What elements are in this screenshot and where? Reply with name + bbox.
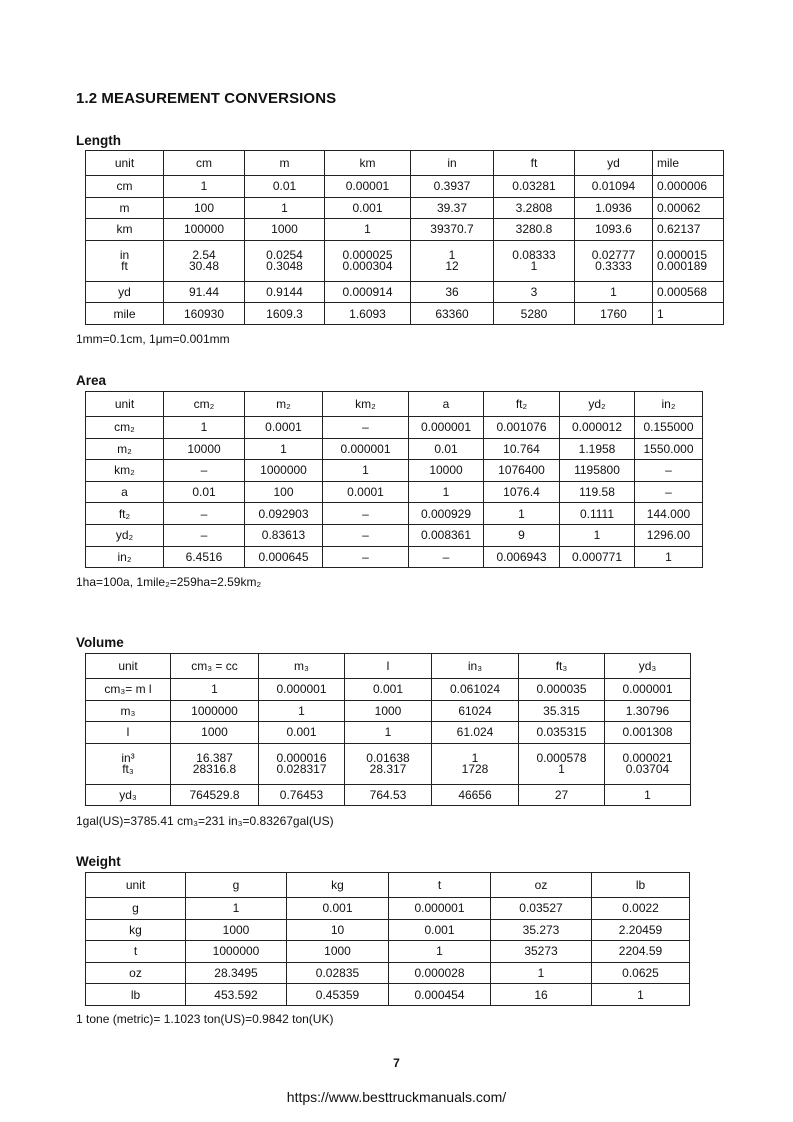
weight-cell: 1000 [186,919,287,941]
weight-cell: 0.000454 [389,984,491,1006]
length-cell: cm [86,176,164,198]
weight-cell: 0.0022 [592,898,690,920]
area-cell: – [164,460,245,482]
table-row [86,700,691,722]
length-cell: 1 [164,176,245,198]
weight-cell: 1 [389,941,491,963]
length-note: 1mm=0.1cm, 1μm=0.001mm [76,332,230,346]
length-cell-value: in [119,247,130,262]
weight-table [85,872,690,1006]
table-row [86,962,690,984]
volume-cell-value: 1728 [461,761,489,776]
volume-cell-value: 28316.8 [192,761,237,776]
length-cell: 1093.6 [575,219,653,241]
area-cell: 1 [635,546,703,568]
volume-cell [259,743,345,784]
area-header-cell: yd₂ [560,392,635,417]
area-header-cell: in₂ [635,392,703,417]
table-row [86,941,690,963]
volume-cell [519,743,605,784]
weight-header-cell: unit [86,873,186,898]
table-row [86,722,691,744]
area-cell: 0.092903 [245,503,323,525]
area-cell: 0.01 [164,481,245,503]
weight-cell: 0.0625 [592,962,690,984]
length-header-cell: m [245,151,325,176]
length-cell: 1.0936 [575,197,653,219]
length-cell-value: 0.000189 [657,258,708,273]
table-row [86,481,703,503]
area-header-cell: km₂ [323,392,409,417]
length-cell-value: 1 [448,247,456,262]
length-cell [653,240,724,281]
volume-cell: 27 [519,784,605,806]
length-header-cell: cm [164,151,245,176]
area-cell: 0.0001 [323,481,409,503]
volume-header-cell: in₃ [432,654,519,679]
length-cell-value: 0.000015 [657,247,708,262]
volume-cell-value: 0.03704 [625,761,670,776]
volume-cell [605,743,691,784]
area-cell: 0.155000 [635,417,703,439]
volume-cell-value: 0.01638 [366,750,410,765]
area-cell: cm₂ [86,417,164,439]
weight-cell: 28.3495 [186,962,287,984]
volume-cell-value: 1 [558,761,565,776]
length-cell: 0.000568 [653,281,724,303]
area-cell: 0.001076 [484,417,560,439]
area-header-row [86,392,703,417]
area-cell: 0.000771 [560,546,635,568]
length-cell: 5280 [494,303,575,325]
weight-cell: 2204.59 [592,941,690,963]
table-row [86,984,690,1006]
length-cell: 0.01094 [575,176,653,198]
area-cell: – [409,546,484,568]
area-cell: 0.000001 [323,438,409,460]
volume-cell: 0.001 [259,722,345,744]
volume-header-row [86,654,691,679]
length-cell: 63360 [411,303,494,325]
volume-cell-value: 0.000021 [622,750,673,765]
weight-cell: 1000000 [186,941,287,963]
volume-cell: 0.001 [345,679,432,701]
length-cell: 91.44 [164,281,245,303]
area-header-cell: cm₂ [164,392,245,417]
volume-header-cell: l [345,654,432,679]
volume-cell: 0.000001 [605,679,691,701]
length-cell-value: 12 [445,258,459,273]
table-row [86,303,724,325]
length-cell: 100000 [164,219,245,241]
area-cell: – [164,524,245,546]
volume-cell [86,743,171,784]
length-cell-value: 0.3333 [595,258,632,273]
volume-cell: m₃ [86,700,171,722]
volume-cell: 61.024 [432,722,519,744]
length-cell: 160930 [164,303,245,325]
area-cell: 0.000012 [560,417,635,439]
volume-cell: 0.001308 [605,722,691,744]
area-cell: 1 [323,460,409,482]
page-number: 7 [393,1056,400,1070]
area-cell: – [323,417,409,439]
length-cell: 0.9144 [245,281,325,303]
area-cell: 0.83613 [245,524,323,546]
volume-note: 1gal(US)=3785.41 cm₃=231 in₃=0.83267gal(US) [76,814,334,828]
length-header-cell: unit [86,151,164,176]
length-cell: 0.00062 [653,197,724,219]
weight-title: Weight [76,854,121,869]
volume-cell: 764.53 [345,784,432,806]
length-cell: 1609.3 [245,303,325,325]
area-cell: 119.58 [560,481,635,503]
length-cell [325,240,411,281]
area-cell: m₂ [86,438,164,460]
area-cell: 10000 [164,438,245,460]
weight-header-row [86,873,690,898]
length-cell: 1 [653,303,724,325]
length-cell-value: 0.000304 [342,258,393,273]
weight-cell: 10 [287,919,389,941]
volume-cell: 1000000 [171,700,259,722]
length-cell: 0.00001 [325,176,411,198]
weight-cell: 1000 [287,941,389,963]
area-cell: 1.1958 [560,438,635,460]
volume-cell: 1.30796 [605,700,691,722]
length-table [85,150,724,325]
weight-cell: 16 [491,984,592,1006]
volume-cell: 1 [605,784,691,806]
weight-cell: 453.592 [186,984,287,1006]
area-cell: 1 [409,481,484,503]
table-row [86,679,691,701]
area-header-cell: a [409,392,484,417]
volume-cell: 0.035315 [519,722,605,744]
area-cell: 0.01 [409,438,484,460]
area-cell: yd₂ [86,524,164,546]
length-cell: 0.000914 [325,281,411,303]
table-row [86,281,724,303]
length-cell [245,240,325,281]
table-row [86,417,703,439]
length-cell: 3280.8 [494,219,575,241]
weight-cell: t [86,941,186,963]
area-cell: 0.000645 [245,546,323,568]
length-cell [86,240,164,281]
length-cell [411,240,494,281]
volume-cell: 46656 [432,784,519,806]
volume-cell-value: 28.317 [369,761,407,776]
weight-header-cell: kg [287,873,389,898]
area-cell: 1296.00 [635,524,703,546]
weight-cell: oz [86,962,186,984]
length-header-cell: mile [653,151,724,176]
length-cell-value: 30.48 [188,258,220,273]
area-cell: 0.008361 [409,524,484,546]
table-row [86,438,703,460]
area-cell: – [323,524,409,546]
length-cell-value: 0.3048 [266,258,303,273]
table-row [86,460,703,482]
volume-cell: 61024 [432,700,519,722]
volume-cell-value: in³ [121,750,135,765]
length-cell: 39370.7 [411,219,494,241]
length-cell: mile [86,303,164,325]
length-cell: 1000 [245,219,325,241]
area-cell: a [86,481,164,503]
length-header-cell: yd [575,151,653,176]
area-header-cell: ft₂ [484,392,560,417]
length-cell: 1 [245,197,325,219]
weight-cell: 0.03527 [491,898,592,920]
area-note: 1ha=100a, 1mile₂=259ha=2.59km₂ [76,575,262,589]
area-cell: ft₂ [86,503,164,525]
length-cell-value: 0.000025 [342,247,393,262]
table-row [86,176,724,198]
length-cell: 39.37 [411,197,494,219]
length-cell-value: 2.54 [192,247,216,262]
volume-cell [345,743,432,784]
area-cell: 0.006943 [484,546,560,568]
length-cell: 1.6093 [325,303,411,325]
volume-cell: 1 [171,679,259,701]
area-cell: – [635,481,703,503]
area-cell: 10.764 [484,438,560,460]
weight-header-cell: g [186,873,287,898]
area-cell: – [164,503,245,525]
area-cell: 1076400 [484,460,560,482]
weight-cell: 1 [592,984,690,1006]
footer-url[interactable]: https://www.besttruckmanuals.com/ [286,1089,507,1105]
area-title: Area [76,373,107,388]
length-title: Length [76,133,121,148]
length-cell-value: 0.0254 [266,247,303,262]
table-row [86,197,724,219]
volume-cell [432,743,519,784]
volume-cell: 0.76453 [259,784,345,806]
length-cell [575,240,653,281]
volume-title: Volume [76,635,124,650]
volume-cell: l [86,722,171,744]
area-header-cell: unit [86,392,164,417]
weight-cell: 2.20459 [592,919,690,941]
weight-cell: 0.45359 [287,984,389,1006]
area-cell: – [323,503,409,525]
volume-cell: 0.000001 [259,679,345,701]
area-cell: 1076.4 [484,481,560,503]
volume-cell [171,743,259,784]
volume-header-cell: unit [86,654,171,679]
weight-note: 1 tone (metric)= 1.1023 ton(US)=0.9842 ton(UK) [76,1012,334,1026]
volume-cell: 0.000035 [519,679,605,701]
area-cell: 1550.000 [635,438,703,460]
area-cell: – [635,460,703,482]
table-row [86,898,690,920]
length-cell-value: 0.02777 [591,247,636,262]
weight-cell: g [86,898,186,920]
area-header-cell: m₂ [245,392,323,417]
length-cell: 0.01 [245,176,325,198]
area-cell: 1 [560,524,635,546]
weight-cell: 0.001 [389,919,491,941]
volume-cell: 1 [345,722,432,744]
length-cell-value: 1 [530,258,538,273]
length-cell [494,240,575,281]
area-cell: 9 [484,524,560,546]
volume-cell-value: 1 [471,750,479,765]
length-cell: m [86,197,164,219]
length-cell: km [86,219,164,241]
weight-header-cell: t [389,873,491,898]
length-cell: 0.001 [325,197,411,219]
table-row [86,503,703,525]
length-header-cell: km [325,151,411,176]
volume-cell: yd₃ [86,784,171,806]
area-cell: 1 [164,417,245,439]
length-cell: 3 [494,281,575,303]
area-cell: 144.000 [635,503,703,525]
length-cell-value: 0.08333 [512,247,556,262]
volume-cell-value: 0.000016 [276,750,327,765]
weight-header-cell: oz [491,873,592,898]
volume-cell-value: ft₃ [122,761,134,776]
weight-cell: 1 [491,962,592,984]
area-cell: 0.000001 [409,417,484,439]
volume-cell: 1 [259,700,345,722]
area-cell: 1195800 [560,460,635,482]
length-cell: 1 [325,219,411,241]
length-cell: 0.62137 [653,219,724,241]
volume-cell: 1000 [345,700,432,722]
area-cell: 100 [245,481,323,503]
length-cell: yd [86,281,164,303]
length-cell: 0.000006 [653,176,724,198]
length-cell: 36 [411,281,494,303]
volume-cell: 0.061024 [432,679,519,701]
length-cell [164,240,245,281]
weight-cell: 1 [186,898,287,920]
area-cell: 0.0001 [245,417,323,439]
length-cell: 1760 [575,303,653,325]
volume-header-cell: yd₃ [605,654,691,679]
volume-cell-value: 16.387 [196,750,233,765]
volume-cell: cm₃= m l [86,679,171,701]
volume-header-cell: m₃ [259,654,345,679]
area-cell: – [323,546,409,568]
table-row [86,546,703,568]
area-cell: 1000000 [245,460,323,482]
area-cell: 1 [484,503,560,525]
table-row [86,743,691,784]
table-row [86,219,724,241]
volume-cell-value: 0.028317 [276,761,327,776]
area-cell: km₂ [86,460,164,482]
weight-cell: 0.02835 [287,962,389,984]
area-table [85,391,703,568]
area-cell: 6.4516 [164,546,245,568]
weight-cell: 35273 [491,941,592,963]
volume-cell: 764529.8 [171,784,259,806]
volume-cell-value: 0.000578 [536,750,587,765]
length-header-row [86,151,724,176]
weight-cell: 0.001 [287,898,389,920]
area-cell: 0.1111 [560,503,635,525]
weight-cell: 0.000001 [389,898,491,920]
area-cell: in₂ [86,546,164,568]
length-cell: 100 [164,197,245,219]
volume-cell: 35.315 [519,700,605,722]
area-cell: 0.000929 [409,503,484,525]
length-cell: 1 [575,281,653,303]
weight-header-cell: lb [592,873,690,898]
table-row [86,784,691,806]
area-cell: 10000 [409,460,484,482]
table-row [86,240,724,281]
length-cell-value: ft [121,258,128,273]
length-cell: 0.3937 [411,176,494,198]
volume-header-cell: cm₃ = cc [171,654,259,679]
length-header-cell: ft [494,151,575,176]
volume-cell: 1000 [171,722,259,744]
weight-cell: 0.000028 [389,962,491,984]
length-cell: 3.2808 [494,197,575,219]
table-row [86,524,703,546]
weight-cell: 35.273 [491,919,592,941]
length-cell: 0.03281 [494,176,575,198]
volume-header-cell: ft₃ [519,654,605,679]
weight-cell: kg [86,919,186,941]
area-cell: 1 [245,438,323,460]
weight-cell: lb [86,984,186,1006]
length-header-cell: in [411,151,494,176]
table-row [86,919,690,941]
page-heading: 1.2 MEASUREMENT CONVERSIONS [76,90,337,107]
volume-table [85,653,691,806]
